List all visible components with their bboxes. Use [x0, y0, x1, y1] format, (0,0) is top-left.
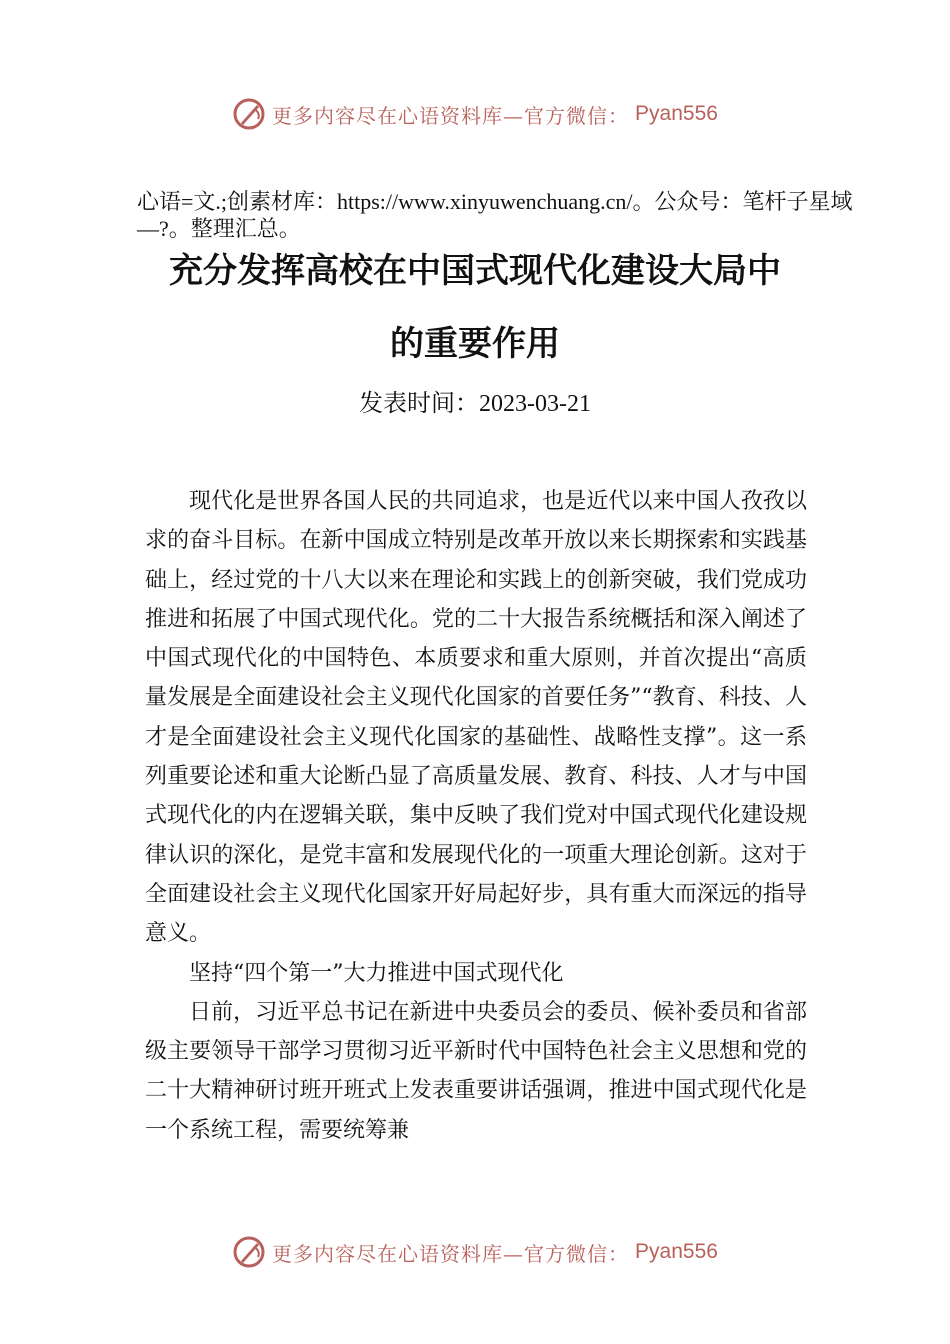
footer-banner-text: 更多内容尽在心语资料库—官方微信：: [272, 1241, 630, 1266]
header-banner-wechat-id: Pyan556: [635, 102, 718, 125]
source-note: 心语=文.;创素材库：https://www.xinyuwenchuang.cn/。公众号：笔杆子星域—?。整理汇总。: [137, 189, 853, 241]
footer-banner: [0, 1232, 950, 1272]
document-title-line-1: 充分发挥高校在中国式现代化建设大局中: [169, 251, 781, 291]
document-title-line-2: 的重要作用: [390, 324, 560, 364]
footer-banner-wechat-id: Pyan556: [635, 1240, 718, 1263]
paragraph: 现代化是世界各国人民的共同追求，也是近代以来中国人孜孜以求的奋斗目标。在新中国成立特别是改革开放以来长期探索和实践基础上，经过党的十八大以来在理论和实践上的创新突破，我们党成功推进和拓展了中国式现代化。党的二十大报告系统概括和深入阐述了中国式现代化的中国特色、本质要求和重大原则，并首次提出“高质量发展是全面建设社会主义现代化国家的首要任务”“教育、科技、人才是全面建设社会主义现代化国家的基础性、战略性支撑”。这一系列重要论述和重大论断凸显了高质量发展、教育、科技、人才与中国式现代化的内在逻辑关联，集中反映了我们党对中国式现代化建设规律认识的深化，是党丰富和发展现代化的一项重大理论创新。这对于全面建设社会主义现代化国家开好局起好步，具有重大而深远的指导意义。: [145, 489, 807, 947]
publish-date: 发表时间：2023-03-21: [359, 391, 591, 417]
quill-logo-icon: [232, 1235, 266, 1269]
header-banner-text: 更多内容尽在心语资料库—官方微信：: [272, 103, 630, 128]
section-heading: 坚持“四个第一”大力推进中国式现代化: [189, 960, 564, 986]
paragraph: 日前，习近平总书记在新进中央委员会的委员、候补委员和省部级主要领导干部学习贯彻习近平新时代中国特色社会主义思想和党的二十大精神研讨班开班式上发表重要讲话强调，推进中国式现代化是一个系统工程，需要统筹兼: [145, 999, 807, 1143]
header-banner: [0, 94, 950, 134]
quill-logo-icon: [232, 97, 266, 131]
article-body: [145, 482, 807, 1150]
